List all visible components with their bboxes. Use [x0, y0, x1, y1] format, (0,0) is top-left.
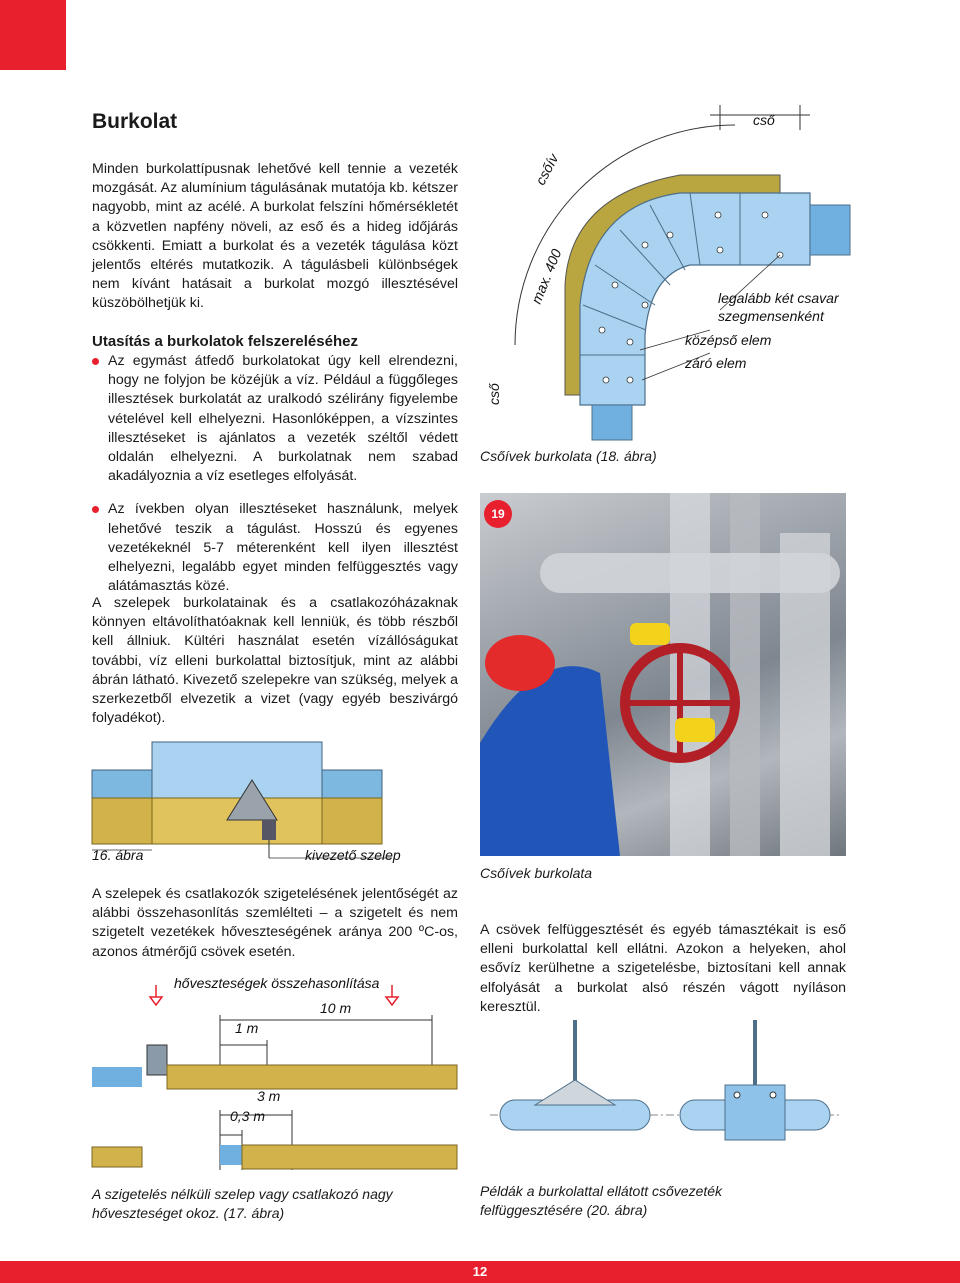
- label-max: max. 400: [528, 246, 565, 306]
- section-title: Burkolat: [92, 110, 178, 133]
- figure-20: [480, 1020, 846, 1170]
- label-drain-valve: kivezető szelep: [305, 847, 401, 863]
- list-item-text: Az egymást átfedő burkolatokat úgy kell elrendezni, hogy ne folyjon be közéjük a víz. Például a függőleges illesztések burkolatát az uralkodó szélirány figyelembe vételével kell elhelyezni. Hasonlóképpen, a vízszintes illesztéseket is ajánlatos a vezeték széltől védett oldalán elhelyezni. A burkolatnak nem szabad akadályoznia a víz esetleges elfolyását.: [108, 353, 458, 485]
- figure-16: [92, 730, 458, 870]
- label-pipe-left: cső: [486, 383, 502, 405]
- figure-18-caption: Csőívek burkolata (18. ábra): [480, 448, 657, 464]
- figure-18: [480, 105, 880, 475]
- valve-insulation-paragraph: A szelepek és csatlakozók szigetelésének jelentőségét az alábbi összehasonlítás szemlélteti – a szigetelt és nem szigetelt vezetékek hőveszteségének aránya 200 ºC-os, azonos átmérőjű csövek esetén.: [92, 886, 458, 960]
- worker-valve-photo: [480, 493, 846, 856]
- page-number: 12: [472, 1264, 488, 1279]
- figure-16-number: 16. ábra: [92, 847, 144, 863]
- figure-17-title: hőveszteségek összehasonlítása: [174, 975, 380, 991]
- photo-illustration: [480, 493, 846, 856]
- figure-19-badge: 19: [484, 500, 512, 528]
- photo-caption: Csőívek burkolata: [480, 865, 593, 881]
- label-pipe-top: cső: [753, 112, 775, 128]
- list-item: [92, 352, 458, 486]
- label-middle-element: középső elem: [685, 332, 772, 348]
- label-3m: 3 m: [257, 1088, 281, 1104]
- label-screws: legalább két csavar szegmensenként: [718, 290, 839, 324]
- label-1m: 1 m: [235, 1020, 259, 1036]
- bullet-icon: [92, 506, 99, 513]
- instructions-list: [92, 352, 458, 610]
- drain-valve-illustration: [92, 730, 458, 870]
- heat-loss-illustration: [92, 975, 458, 1175]
- figure-20-caption: Példák a burkolattal ellátott csővezeték felfüggesztésére (20. ábra): [480, 1183, 723, 1218]
- list-item-text: Az ívekben olyan illesztéseket használunk, melyek lehetővé teszik a tágulást. Hosszú és egyenes vezetékeknél 5-7 méterenként kell ilyen illesztést elhelyezni, legalább egyet minden felfüggesztés vagy alátámasztás közé.: [108, 501, 458, 595]
- label-closing-element: záró elem: [685, 355, 747, 371]
- instructions-heading: Utasítás a burkolatok felszereléséhez: [92, 333, 358, 350]
- bullet-icon: [92, 358, 99, 365]
- valve-paragraph: A szelepek burkolatainak és a csatlakozóházaknak könnyen eltávolíthatóaknak kell lenniük, és több részből kell állniuk. Kültéri használat esetén vízállóságukat további, víz elleni burkolattal biztosítjuk, mint az alábbi ábrán látható. Kivezető szelepekre van szükség, melyek a szerkezetből elvezetik a vizet (vagy egyéb beszivárgó folyadékot).: [92, 595, 458, 727]
- label-03m: 0,3 m: [230, 1108, 266, 1124]
- label-bend: csőív: [532, 151, 562, 188]
- pipe-support-illustration: [480, 1020, 846, 1170]
- list-item: [92, 500, 458, 596]
- figure-17: [92, 975, 458, 1175]
- corner-color-block: [0, 0, 66, 70]
- support-paragraph: A csövek felfüggesztését és egyéb támasztékait is eső elleni burkolattal kell ellátni. Azokon a helyeken, ahol esővíz kerülhetne a szigetelésbe, biztosítani kell annak elfolyását a burkolat alsó részén vágott nyíláson keresztül.: [480, 922, 846, 1015]
- intro-paragraph: Minden burkolattípusnak lehetővé kell tennie a vezeték mozgását. Az alumínium tágulásának mutatója kb. kétszer nagyobb, mint az acélé. A burkolat felszíni hőmérsékletét a közvetlen napfény növeli, az eső és a hideg időjárás csökkenti. Emiatt a burkolat és a vezeték tágulása közt jelentős eltérés mutatkozik. A tágulásbeli különbségek nem kívánt hatásait a burkolat mozgó illesztésével küszöbölhetjük ki.: [92, 161, 458, 312]
- label-10m: 10 m: [320, 1000, 352, 1016]
- figure-17-caption: A szigetelés nélküli szelep vagy csatlakozó nagy hőveszteséget okoz. (17. ábra): [92, 1186, 393, 1221]
